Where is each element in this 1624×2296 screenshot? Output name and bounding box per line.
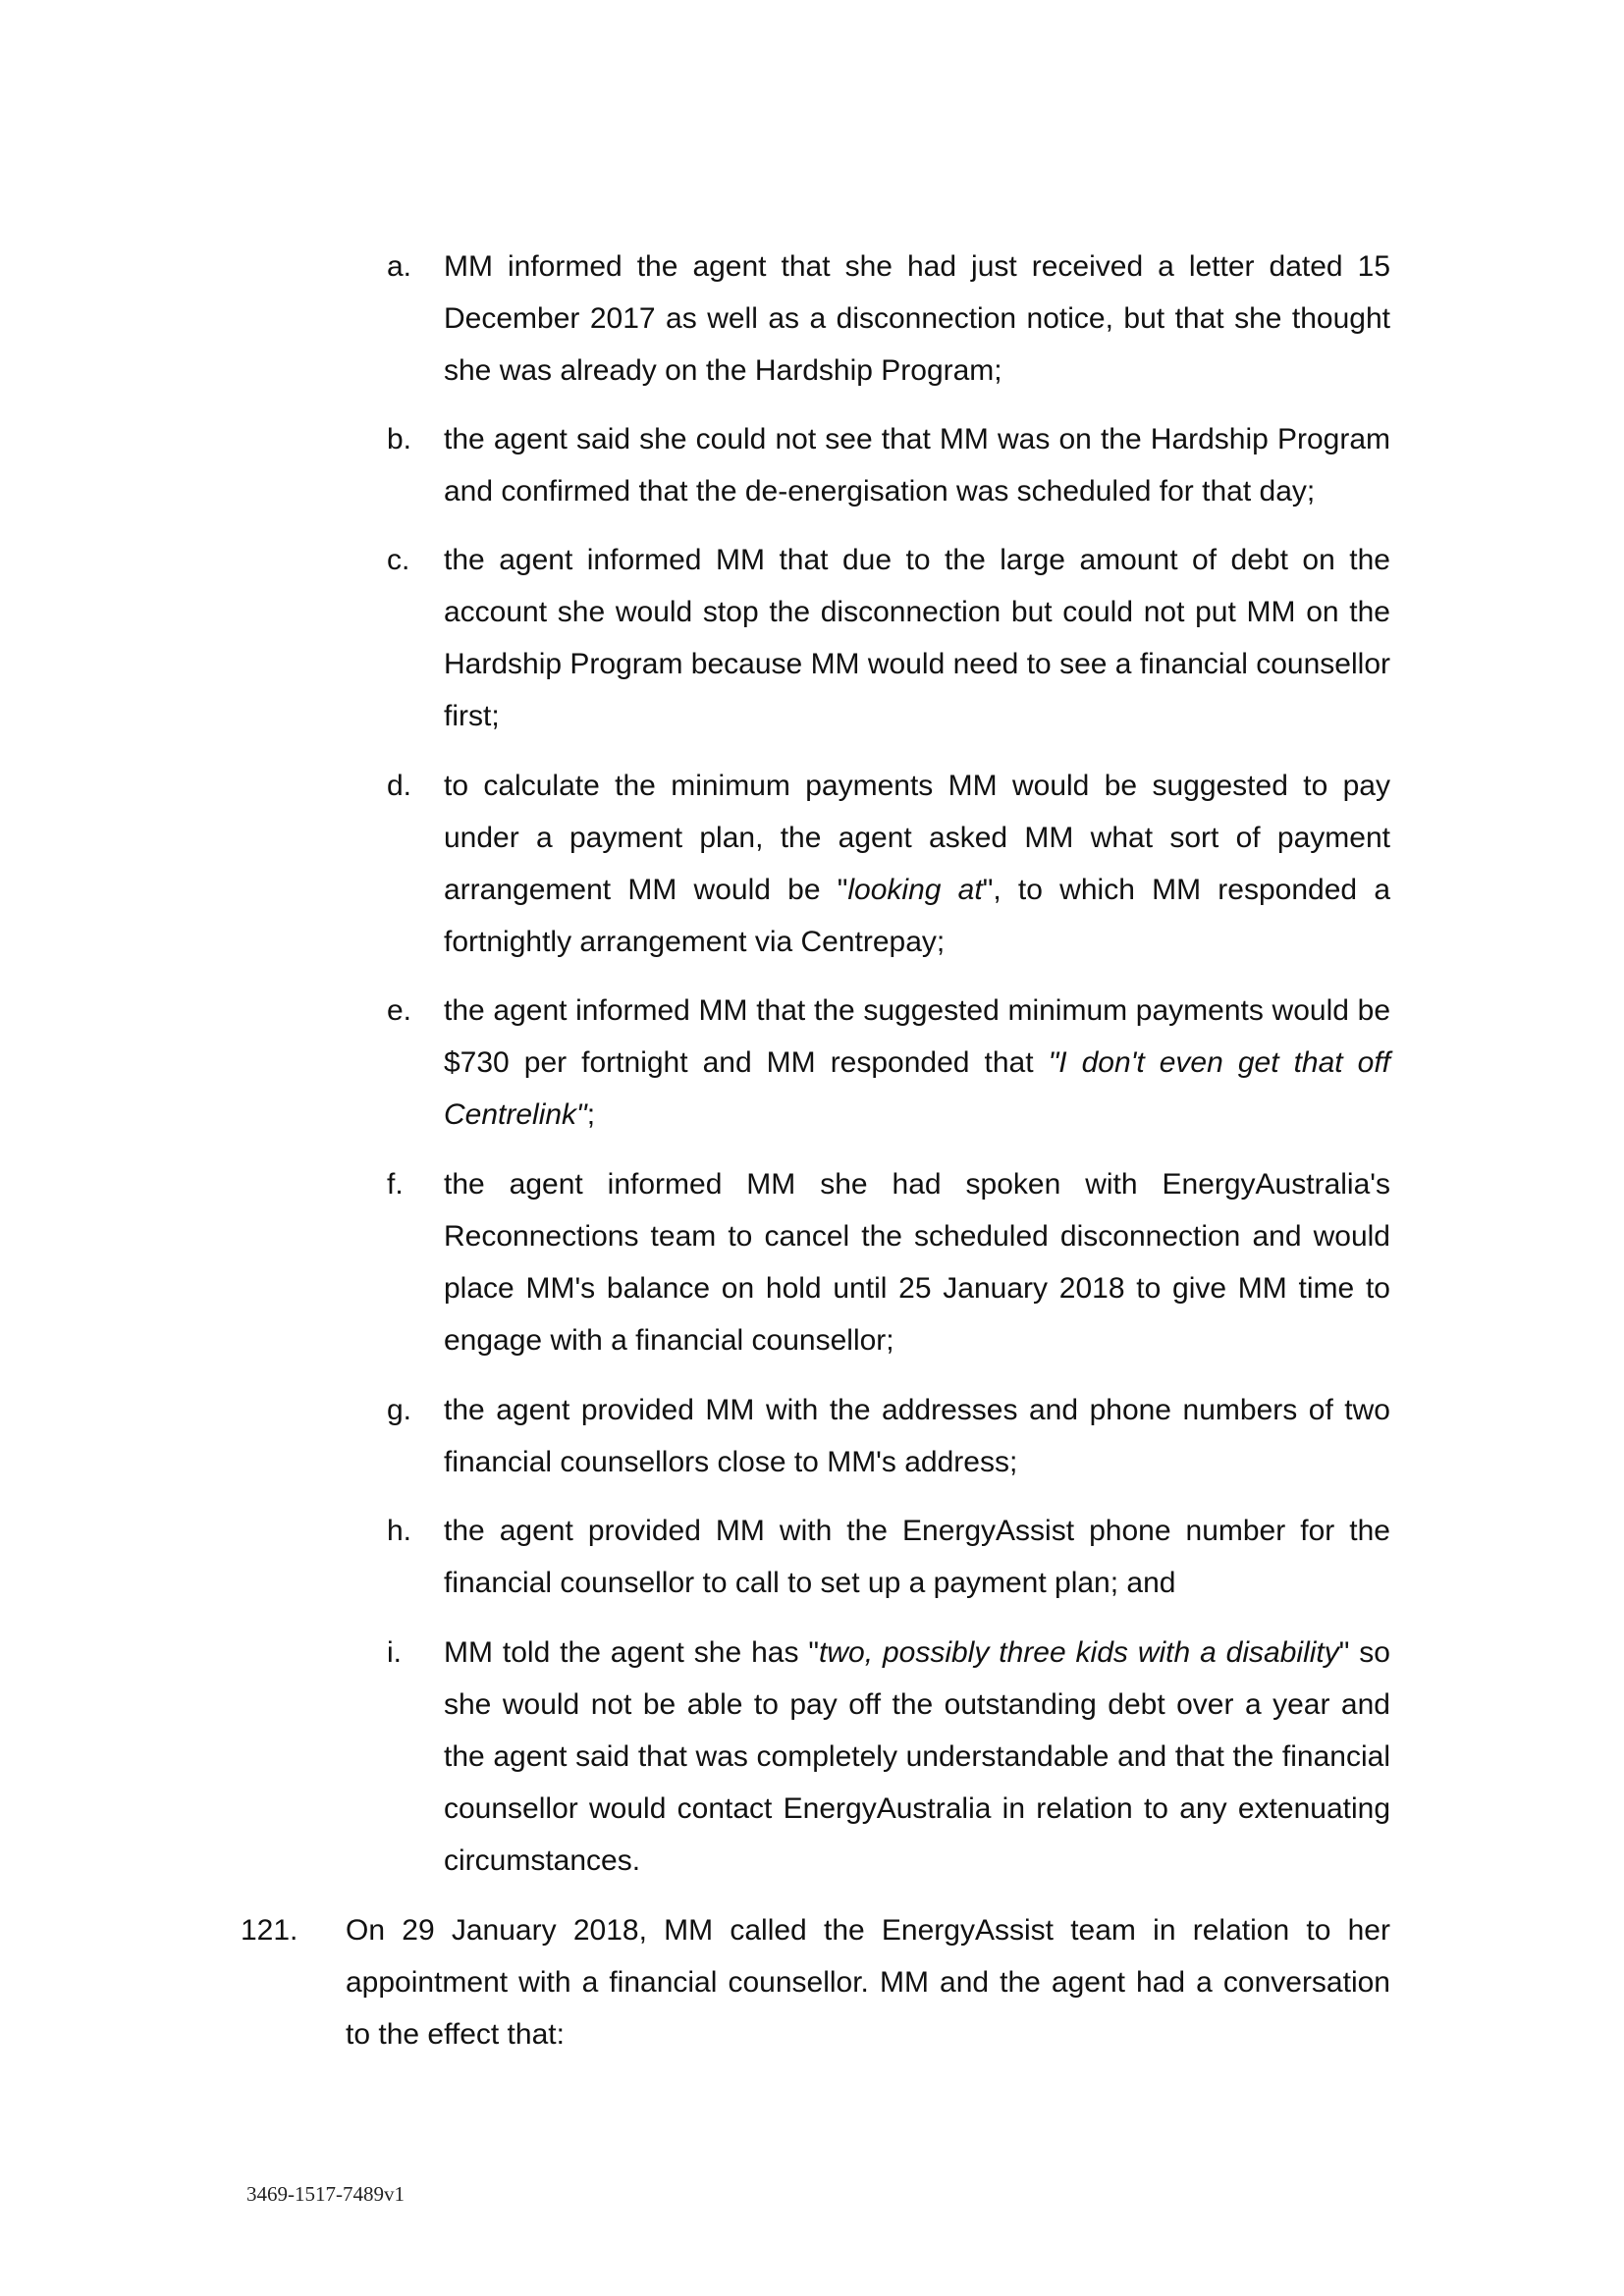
list-item-f [387, 1158, 1390, 1366]
list-item-text [444, 760, 1390, 968]
list-item-text: the agent provided MM with the addresses and phone numbers of two financial counsellors close to MM's address; [444, 1394, 1390, 1478]
list-item-text: the agent said she could not see that MM was on the Hardship Program and confirmed that the de-energisation was scheduled for that day; [444, 423, 1390, 507]
text-run: ; [586, 1098, 596, 1131]
document-id: 3469-1517-7489v1 [246, 2182, 405, 2206]
list-item-label: i. [387, 1636, 402, 1669]
text-run: the agent informed MM that the suggested minimum payments would be $730 per fortnight and MM responded that [444, 994, 1390, 1079]
list-item-label: b. [387, 423, 412, 455]
list-item-label: e. [387, 994, 412, 1027]
quoted-phrase: two, possibly three kids with a disability [819, 1636, 1339, 1669]
list-item-c [387, 534, 1390, 742]
quoted-phrase: "I don't even get that off Centrelink" [444, 1046, 1390, 1131]
paragraph-text: On 29 January 2018, MM called the EnergyAssist team in relation to her appointment with a financial counsellor. MM and the agent had a conversation to the effect that: [346, 1914, 1390, 2051]
list-item-g [387, 1384, 1390, 1488]
list-item-e [387, 985, 1390, 1141]
list-item-label: h. [387, 1515, 412, 1547]
list-item-text: the agent informed MM she had spoken with EnergyAustralia's Reconnections team to cancel the scheduled disconnection and would place MM's balance on hold until 25 January 2018 to give MM time to engage with a financial counsellor; [444, 1168, 1390, 1357]
quoted-phrase: looking at [847, 874, 983, 906]
text-run: " so she would not be able to pay off the outstanding debt over a year and the agent said that was completely understandable and that the financial counsellor would contact EnergyAustralia in relation to any extenuating circumstances. [444, 1636, 1390, 1877]
list-item-label: c. [387, 544, 410, 576]
list-item-text [444, 985, 1390, 1141]
list-item-label: f. [387, 1168, 404, 1201]
list-item-i [387, 1627, 1390, 1887]
list-item-label: a. [387, 250, 412, 283]
text-run: MM told the agent she has " [444, 1636, 820, 1669]
list-item-text: the agent informed MM that due to the large amount of debt on the account she would stop the disconnection but could not put MM on the Hardship Program because MM would need to see a financial counsellor first; [444, 544, 1390, 732]
list-item-text: MM informed the agent that she had just received a letter dated 15 December 2017 as well as a disconnection notice, but that she thought she was already on the Hardship Program; [444, 250, 1390, 387]
list-item-h [387, 1505, 1390, 1609]
list-item-label: d. [387, 770, 412, 802]
text-run: ", to which MM responded a fortnightly arrangement via Centrepay; [444, 874, 1390, 958]
list-item-label: g. [387, 1394, 412, 1426]
paragraph-number: 121. [241, 1914, 298, 1947]
list-item-text: the agent provided MM with the EnergyAssist phone number for the financial counsellor to call to set up a payment plan; and [444, 1515, 1390, 1599]
list-item-b [387, 413, 1390, 517]
numbered-paragraph [241, 1904, 1390, 2060]
list-item-text [444, 1627, 1390, 1887]
list-item-a [387, 240, 1390, 397]
text-run: to calculate the minimum payments MM would be suggested to pay under a payment plan, the agent asked MM what sort of payment arrangement MM would be " [444, 770, 1390, 906]
list-item-d [387, 760, 1390, 968]
